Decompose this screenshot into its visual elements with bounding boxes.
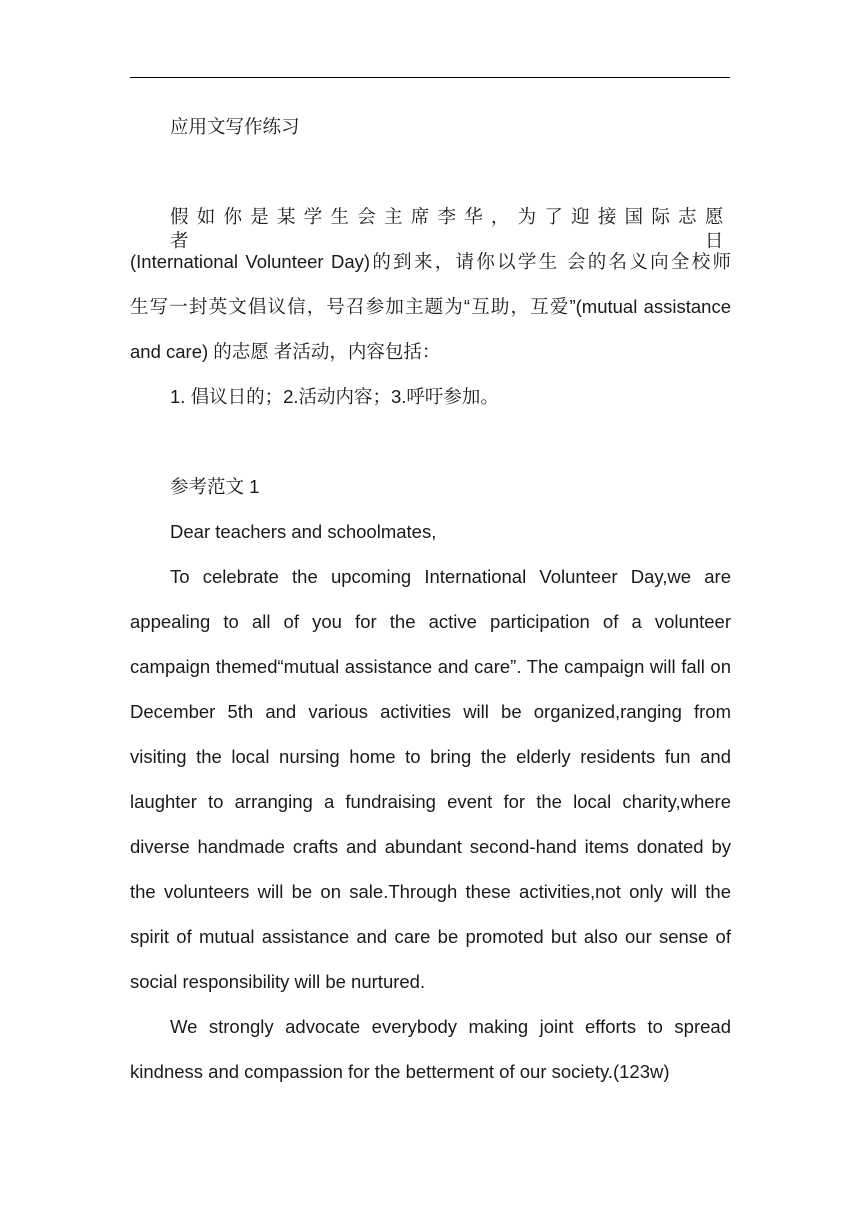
paragraph1-line-2: appealing to all of you for the active participation of a volunteer bbox=[130, 611, 731, 632]
paragraph2-line-1: We strongly advocate everybody making joint efforts to spread bbox=[170, 1016, 731, 1037]
letter-salutation: Dear teachers and schoolmates, bbox=[170, 521, 437, 542]
header-rule bbox=[130, 77, 730, 78]
prompt-line-4: and care) 的志愿 者活动，内容包括： bbox=[130, 341, 441, 362]
prompt-line-2: (International Volunteer Day)的到来，请你以学生 会的名义向全校师 bbox=[130, 251, 731, 272]
paragraph1-line-4: December 5th and various activities will be organized,ranging from bbox=[130, 701, 731, 722]
prompt-line-5: 1. 倡议日的；2.活动内容；3.呼吁参加。 bbox=[170, 386, 499, 407]
paragraph2-line-2: kindness and compassion for the betterment of our society.(123w) bbox=[130, 1061, 670, 1082]
section-heading: 应用文写作练习 bbox=[170, 116, 300, 137]
paragraph1-line-5: visiting the local nursing home to bring the elderly residents fun and bbox=[130, 746, 731, 767]
paragraph1-line-10: social responsibility will be nurtured. bbox=[130, 971, 426, 992]
paragraph1-line-9: spirit of mutual assistance and care be promoted but also our sense of bbox=[130, 926, 731, 947]
prompt-line-1: 假如你是某学生会主席李华，为了迎接国际志愿者日 bbox=[170, 206, 731, 251]
paragraph1-line-8: the volunteers will be on sale.Through these activities,not only will the bbox=[130, 881, 731, 902]
paragraph1-line-6: laughter to arranging a fundraising event for the local charity,where bbox=[130, 791, 731, 812]
paragraph1-line-1: To celebrate the upcoming International Volunteer Day,we are bbox=[170, 566, 731, 587]
prompt-line-3: 生写一封英文倡议信，号召参加主题为“互助，互爱”(mutual assistance bbox=[130, 296, 731, 317]
paragraph1-line-7: diverse handmade crafts and abundant second-hand items donated by bbox=[130, 836, 731, 857]
paragraph1-line-3: campaign themed“mutual assistance and care”. The campaign will fall on bbox=[130, 656, 731, 677]
sample-title: 参考范文 1 bbox=[170, 476, 260, 497]
